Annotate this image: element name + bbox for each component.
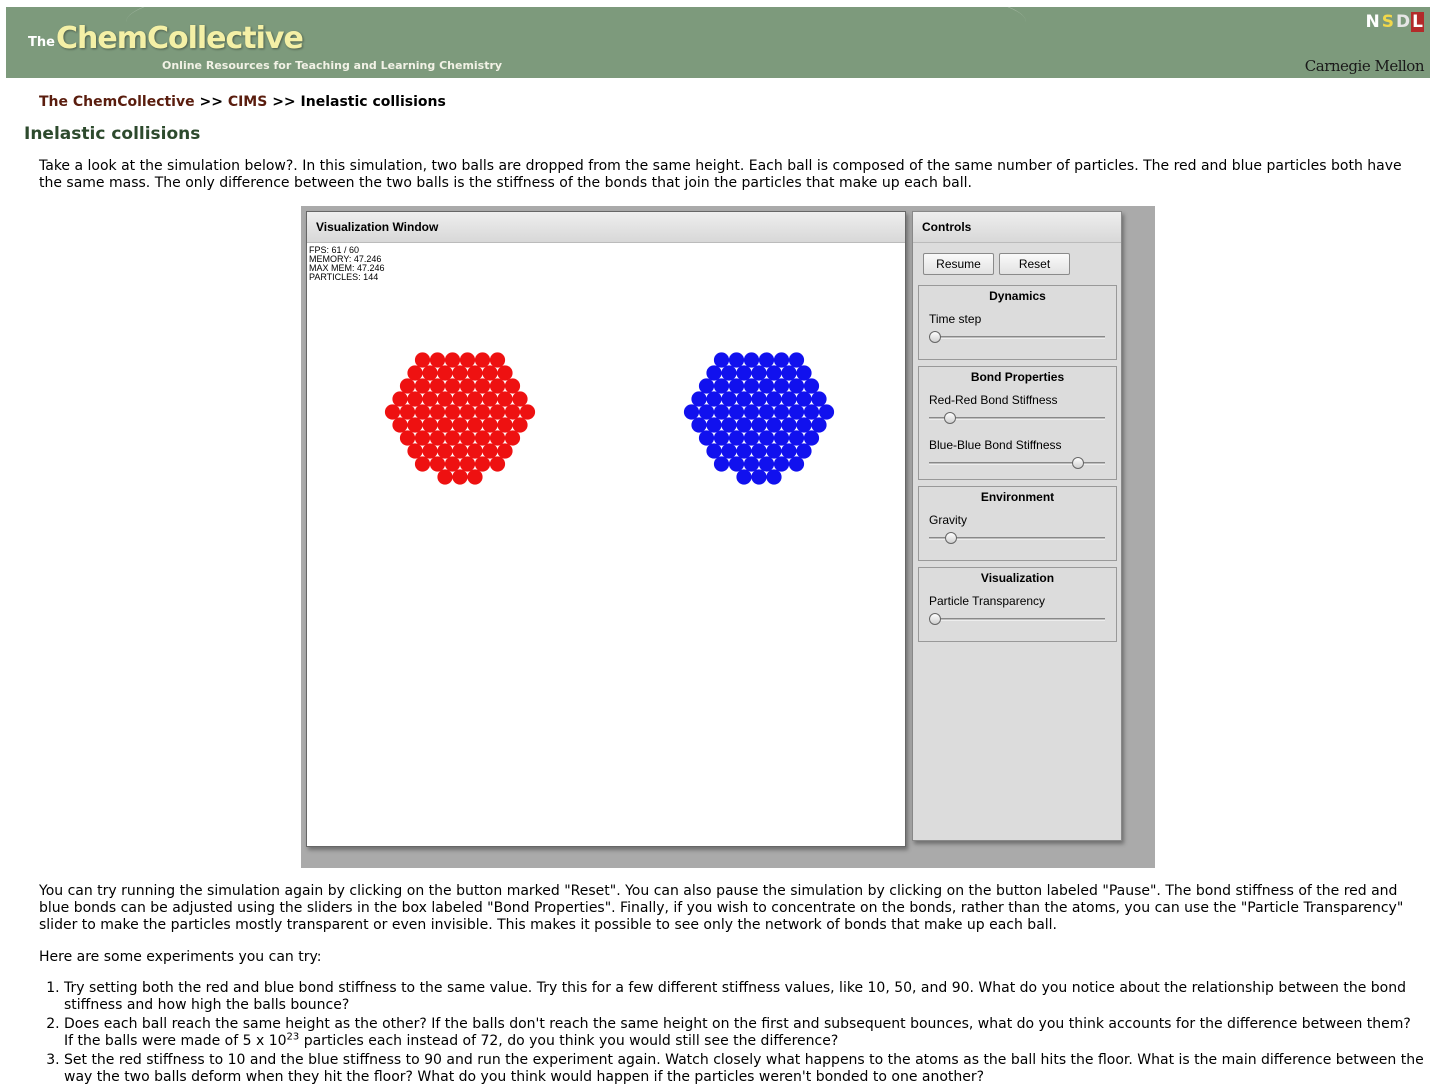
blue-particle — [751, 365, 766, 380]
blue-particle — [759, 378, 774, 393]
red-particle — [407, 391, 422, 406]
time-step-label: Time step — [929, 312, 982, 326]
nsdl-letter: S — [1381, 12, 1395, 32]
red-particle — [497, 443, 512, 458]
instructions-paragraph: You can try running the simulation again by clicking on the button marked "Reset". You can also pause the simulation by clicking on the button labeled "Pause". The bond stiffness of the red and blue bonds can be adjusted using the sliders in the box labeled "Bond Properties". Finally, if you wish to concentrate on the bonds, rather than the atoms, you can use the "Particle Transparency" slider to make the particles mostly transparent or even invisible. This makes it possible to see only the network of bonds that make up each ball. — [39, 883, 1404, 933]
blue-particle — [774, 456, 789, 471]
red-particle — [452, 365, 467, 380]
red-particle — [430, 456, 445, 471]
red-particle — [475, 352, 490, 367]
red-particle — [490, 378, 505, 393]
cmu-logo[interactable]: Carnegie Mellon — [1304, 57, 1424, 75]
red-particle — [392, 417, 407, 432]
blue-particle — [789, 456, 804, 471]
red-particle — [437, 443, 452, 458]
blue-stiffness-label: Blue-Blue Bond Stiffness — [929, 438, 1062, 452]
red-particle — [520, 404, 535, 419]
red-particle — [452, 469, 467, 484]
blue-particle — [781, 391, 796, 406]
red-stiffness-label: Red-Red Bond Stiffness — [929, 393, 1058, 407]
red-particle — [407, 417, 422, 432]
red-particle — [467, 365, 482, 380]
nsdl-letter: N — [1365, 12, 1380, 32]
blue-particle — [751, 443, 766, 458]
red-particle — [437, 417, 452, 432]
red-particle — [482, 417, 497, 432]
blue-particle — [699, 378, 714, 393]
blue-particle — [736, 469, 751, 484]
blue-particle — [774, 430, 789, 445]
blue-stiffness-slider[interactable] — [929, 457, 1105, 469]
breadcrumb-current: Inelastic collisions — [300, 94, 446, 110]
red-particle — [467, 391, 482, 406]
stat-memory: MEMORY: 47.246 — [309, 254, 382, 264]
transparency-label: Particle Transparency — [929, 594, 1046, 608]
red-particle — [385, 404, 400, 419]
stat-fps: FPS: 61 / 60 — [309, 245, 360, 255]
red-particle — [445, 404, 460, 419]
red-particle — [415, 378, 430, 393]
red-particle — [422, 391, 437, 406]
red-particle — [490, 430, 505, 445]
blue-particle — [781, 365, 796, 380]
blue-particle — [736, 417, 751, 432]
blue-particle — [699, 404, 714, 419]
visualization-window[interactable] — [306, 211, 906, 847]
simulation-applet — [301, 206, 1155, 868]
blue-particle — [774, 352, 789, 367]
blue-particle — [744, 378, 759, 393]
blue-particle — [796, 417, 811, 432]
blue-particle — [751, 391, 766, 406]
red-particle — [422, 417, 437, 432]
exponent: 23 — [286, 1031, 300, 1043]
blue-particle — [804, 430, 819, 445]
red-particle — [497, 365, 512, 380]
brand-tagline: Online Resources for Teaching and Learning Chemistry — [162, 59, 503, 72]
blue-particle — [714, 378, 729, 393]
red-particle — [415, 404, 430, 419]
blue-particle — [729, 404, 744, 419]
gravity-slider[interactable] — [929, 532, 1105, 544]
blue-particle — [789, 352, 804, 367]
brand-logo[interactable]: ChemCollective — [56, 21, 303, 56]
red-particle — [490, 404, 505, 419]
red-particle — [430, 378, 445, 393]
list-item-text: Does each ball reach the same height as the other? If the balls don't reach the same height on the first and subsequent bounces, what do you think accounts for the difference between them? If the balls were made of 5 x 10 — [64, 1016, 1411, 1049]
blue-particle — [781, 417, 796, 432]
blue-particle — [721, 443, 736, 458]
blue-particle — [706, 391, 721, 406]
red-particle — [430, 352, 445, 367]
blue-particle — [759, 430, 774, 445]
red-particle — [407, 365, 422, 380]
red-particle — [505, 378, 520, 393]
blue-particle — [691, 391, 706, 406]
red-particle — [445, 430, 460, 445]
slider-thumb[interactable] — [929, 613, 941, 625]
bond-properties-title: Bond Properties — [970, 370, 1065, 384]
breadcrumb-separator: >> — [194, 94, 228, 110]
red-particle — [512, 391, 527, 406]
blue-particle — [751, 469, 766, 484]
blue-particle — [804, 378, 819, 393]
red-particle — [415, 456, 430, 471]
list-item-text: particles each instead of 72, do you think you would still see the difference? — [299, 1033, 839, 1049]
red-particle — [437, 365, 452, 380]
site-banner — [6, 7, 1430, 78]
red-particle — [460, 378, 475, 393]
red-particle — [430, 430, 445, 445]
blue-particle — [729, 378, 744, 393]
slider-thumb[interactable] — [945, 532, 957, 544]
nsdl-logo[interactable] — [1365, 12, 1424, 32]
red-particle — [460, 430, 475, 445]
gravity-label: Gravity — [929, 513, 968, 527]
red-stiffness-slider[interactable] — [929, 412, 1105, 424]
blue-particle — [736, 443, 751, 458]
red-particle — [475, 430, 490, 445]
blue-particle — [781, 443, 796, 458]
red-particle — [437, 391, 452, 406]
blue-particle — [759, 352, 774, 367]
breadcrumb — [39, 94, 446, 110]
blue-particle — [706, 443, 721, 458]
slider-track — [929, 618, 1105, 621]
blue-particle — [819, 404, 834, 419]
blue-particle — [706, 365, 721, 380]
red-particle — [400, 378, 415, 393]
blue-particle — [766, 417, 781, 432]
red-particle — [512, 417, 527, 432]
breadcrumb-separator: >> — [267, 94, 301, 110]
blue-particle — [744, 404, 759, 419]
slider-thumb[interactable] — [944, 412, 956, 424]
blue-particle — [766, 365, 781, 380]
environment-group — [918, 486, 1117, 561]
stat-max-memory: MAX MEM: 47.246 — [309, 263, 385, 273]
blue-particle — [706, 417, 721, 432]
red-particle — [400, 404, 415, 419]
blue-particle — [736, 391, 751, 406]
red-particle — [497, 417, 512, 432]
red-particle — [482, 365, 497, 380]
blue-particle — [699, 430, 714, 445]
red-particle — [452, 443, 467, 458]
nsdl-letter: D — [1396, 12, 1411, 32]
red-particle — [430, 404, 445, 419]
blue-particle — [721, 365, 736, 380]
red-particle — [482, 443, 497, 458]
red-particle — [475, 456, 490, 471]
red-particle — [475, 404, 490, 419]
red-particle — [422, 443, 437, 458]
transparency-slider[interactable] — [929, 613, 1105, 625]
blue-particle — [774, 378, 789, 393]
blue-particle — [714, 404, 729, 419]
red-particle — [460, 404, 475, 419]
red-particle — [467, 469, 482, 484]
breadcrumb-cims-link[interactable]: CIMS — [227, 94, 268, 110]
page-title: Inelastic collisions — [24, 124, 201, 144]
blue-particle — [729, 456, 744, 471]
slider-thumb[interactable] — [1072, 457, 1084, 469]
stat-particles: PARTICLES: 144 — [309, 272, 379, 282]
red-particle — [460, 456, 475, 471]
list-item: 3. Set the red stiffness to 10 and the blue stiffness to 90 and run the experiment again. Watch closely what happens to the atoms as the ball hits the floor. What is the main difference between the way the two balls deform when they hit the floor? What do you think would happen if the particles weren't bonded to one another? — [64, 1052, 1424, 1086]
blue-particle — [796, 443, 811, 458]
red-particle — [460, 352, 475, 367]
experiments-intro: Here are some experiments you can try: — [39, 949, 322, 965]
red-particle — [445, 378, 460, 393]
red-particle — [505, 430, 520, 445]
blue-particle — [751, 417, 766, 432]
controls-title: Controls — [913, 212, 1121, 243]
red-particle — [452, 391, 467, 406]
red-particle — [490, 456, 505, 471]
blue-particle — [766, 443, 781, 458]
reset-button[interactable]: Reset — [999, 253, 1070, 275]
blue-particle — [766, 391, 781, 406]
red-particle — [445, 352, 460, 367]
red-particle — [452, 417, 467, 432]
controls-panel — [912, 211, 1122, 841]
blue-particle — [729, 430, 744, 445]
resume-button[interactable]: Resume — [923, 253, 994, 275]
breadcrumb-home-link[interactable]: The ChemCollective — [39, 94, 195, 110]
blue-particle — [774, 404, 789, 419]
blue-particle — [691, 417, 706, 432]
blue-particle — [789, 430, 804, 445]
blue-particle — [721, 391, 736, 406]
particle-canvas — [307, 212, 905, 846]
red-particle — [422, 365, 437, 380]
red-particle — [415, 352, 430, 367]
visualization-title: Visualization Window — [307, 212, 905, 243]
red-particle — [490, 352, 505, 367]
blue-particle — [721, 417, 736, 432]
blue-particle — [796, 365, 811, 380]
intro-paragraph: Take a look at the simulation below?. In this simulation, two balls are dropped from the same height. Each ball is composed of the same number of particles. The red and blue particles both have the same mass. The only difference between the two balls is the stiffness of the bonds that join the particles that make up each ball. — [39, 158, 1402, 191]
red-particle — [482, 391, 497, 406]
red-particle — [497, 391, 512, 406]
blue-particle — [736, 365, 751, 380]
blue-particle — [714, 430, 729, 445]
blue-particle — [714, 352, 729, 367]
visualization-group-title: Visualization — [980, 571, 1055, 585]
red-particle — [467, 443, 482, 458]
time-step-slider[interactable] — [929, 331, 1105, 343]
blue-particle — [789, 404, 804, 419]
nsdl-letter: L — [1412, 12, 1423, 32]
brand-prefix: The — [28, 35, 55, 50]
red-particle — [475, 378, 490, 393]
red-particle — [400, 430, 415, 445]
list-item: 1. Try setting both the red and blue bond stiffness to the same value. Try this for a few different stiffness values, like 10, 50, and 90. What do you notice about the relationship between the bond stiffness and how high the balls bounce? — [64, 980, 1424, 1014]
dynamics-group — [918, 285, 1117, 360]
visualization-group — [918, 567, 1117, 642]
blue-particle — [789, 378, 804, 393]
red-particle — [437, 469, 452, 484]
red-particle — [392, 391, 407, 406]
blue-particle — [729, 352, 744, 367]
blue-particle — [714, 456, 729, 471]
dynamics-title: Dynamics — [989, 289, 1046, 303]
list-item — [64, 1016, 1424, 1050]
blue-particle — [811, 417, 826, 432]
blue-particle — [759, 456, 774, 471]
red-particle — [445, 456, 460, 471]
blue-particle — [744, 430, 759, 445]
blue-particle — [744, 456, 759, 471]
blue-particle — [766, 469, 781, 484]
blue-particle — [796, 391, 811, 406]
bond-properties-group — [918, 366, 1117, 480]
blue-particle — [804, 404, 819, 419]
red-particle — [415, 430, 430, 445]
blue-particle — [811, 391, 826, 406]
environment-title: Environment — [980, 490, 1055, 504]
blue-particle — [744, 352, 759, 367]
blue-particle — [684, 404, 699, 419]
red-particle — [505, 404, 520, 419]
slider-track — [929, 336, 1105, 339]
red-particle — [467, 417, 482, 432]
experiments-list — [39, 980, 1424, 1088]
red-particle — [407, 443, 422, 458]
blue-particle — [759, 404, 774, 419]
slider-thumb[interactable] — [929, 331, 941, 343]
